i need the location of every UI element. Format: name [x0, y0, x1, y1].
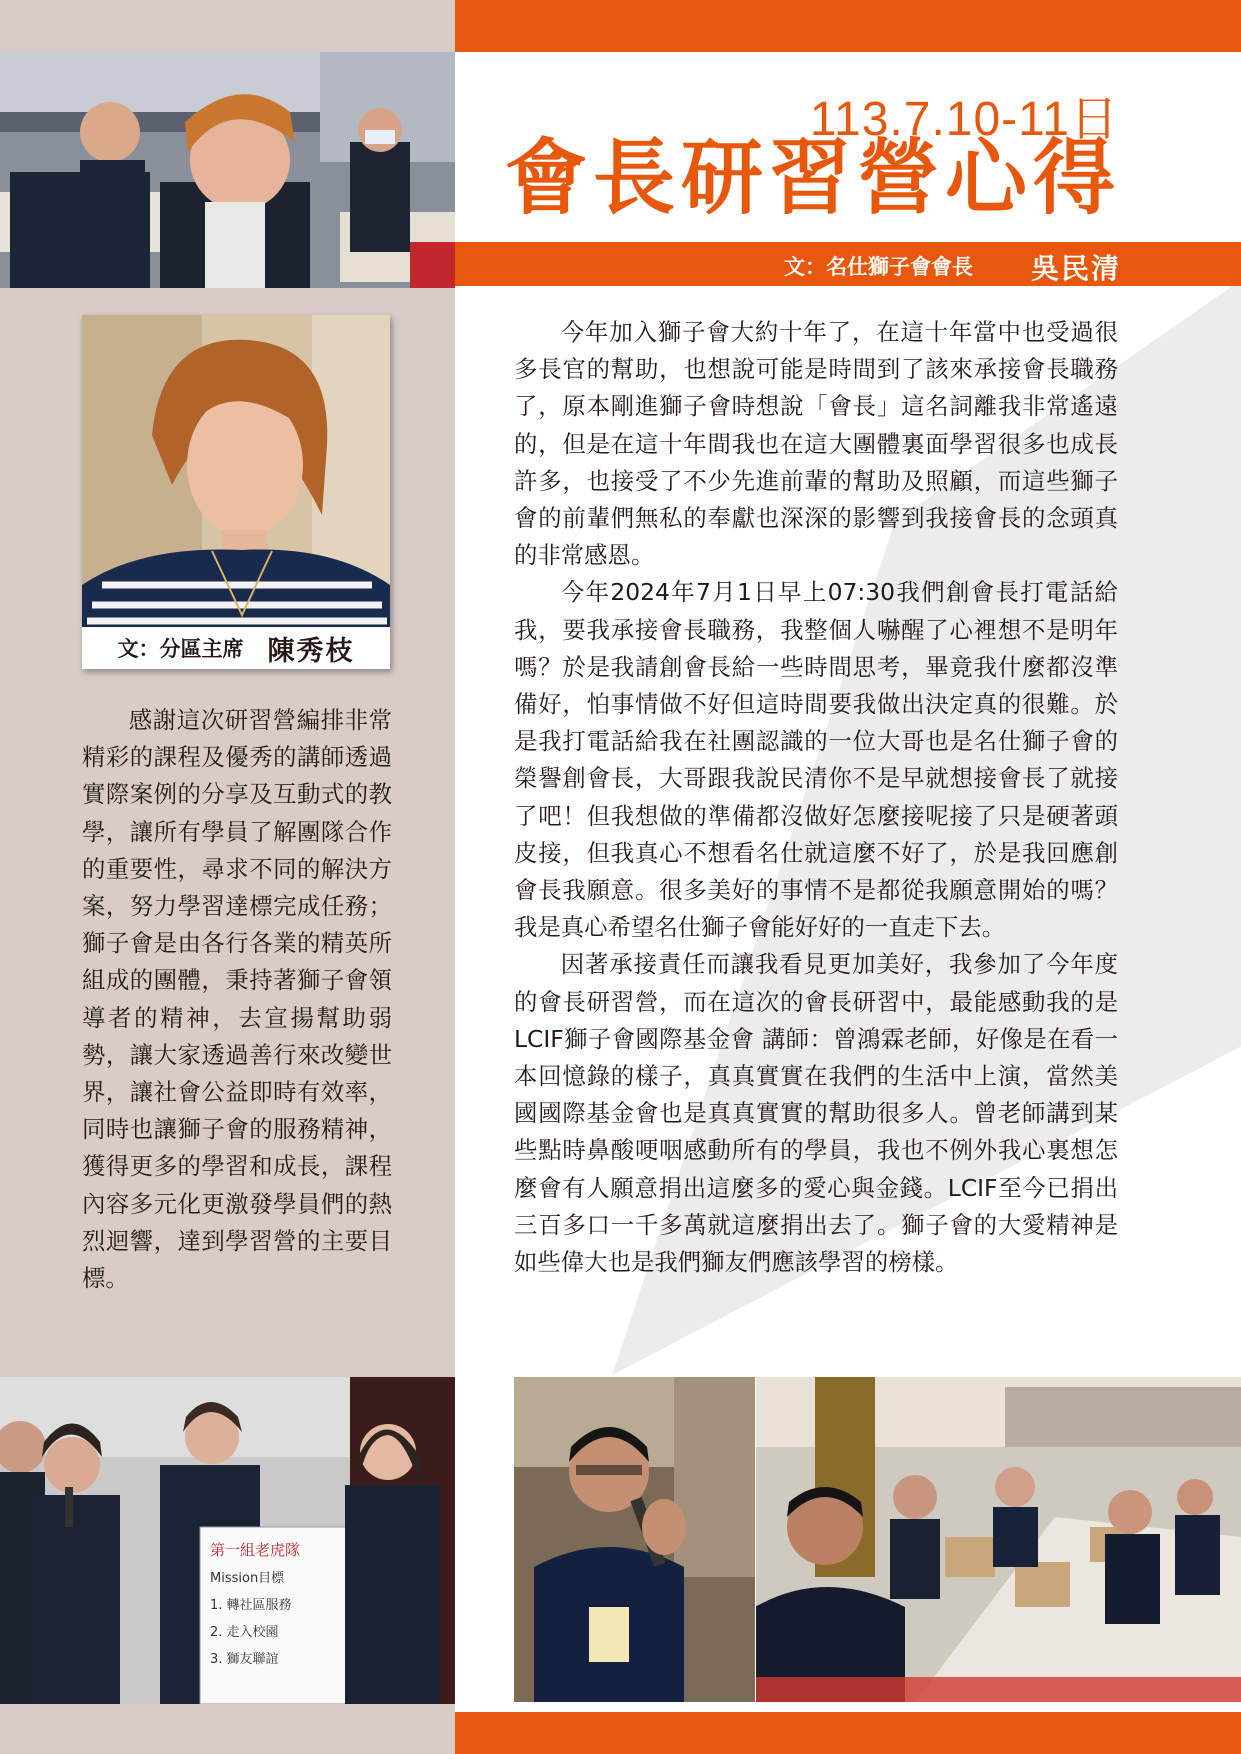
author-bar [455, 242, 1241, 286]
photo-portrait-chen [82, 315, 390, 627]
article-paragraph-1: 今年加入獅子會大約十年了，在這十年當中也受過很多長官的幫助，也想說可能是時間到了該來承接會長職務了，原本剛進獅子會時想說「會長」這名詞離我非常遙遠的，但是在這十年間我也在這大團體裏面學習很多也成長許多，也接受了不少先進前輩的幫助及照顧，而這些獅子會的前輩們無私的奉獻也深深的影響到我接會長的念頭真的非常感恩。 [514, 318, 1118, 570]
whiteboard-line-1: 第一組老虎隊 [210, 1541, 301, 1559]
sidebar-reflection-text [82, 702, 392, 1297]
caption-name: 陳秀枝 [267, 635, 355, 667]
article-body [514, 314, 1118, 1281]
photo-group-at-table [755, 1377, 1241, 1702]
bottom-accent-bar [455, 1712, 1241, 1754]
author-role: 文：名仕獅子會會長 [784, 255, 973, 279]
article-paragraph-3: 因著承接責任而讓我看見更加美好，我參加了今年度的會長研習營，而在這次的會長研習中，最能感動我的是LCIF獅子會國際基金會 講師：曾鴻霖老師，好像是在看一本回憶錄的樣子，真真實實在我們的生活中上演，當然美國國際基金會也是真真實實的幫助很多人。曾老師講到某些點時鼻酸哽咽感動所有的學員，我也不例外我心裏想怎麼會有人願意捐出這麼多的愛心與金錢。LCIF至今已捐出三百多口一千多萬就這麼捐出去了。獅子會的大愛精神是如些偉大也是我們獅友們應該學習的榜樣。 [514, 950, 1118, 1277]
page-title: 會長研習營心得 [504, 131, 1121, 226]
photo-team-presentation [0, 1377, 455, 1704]
sidebar-paragraph: 感謝這次研習營編排非常精彩的課程及優秀的講師透過實際案例的分享及互動式的教學，讓所有學員了解團隊合作的重要性，尋求不同的解決方案，努力學習達標完成任務；獅子會是由各行各業的精英所組成的團體，秉持著獅子會領導者的精神，去宣揚幫助弱勢，讓大家透過善行來改變世界，讓社會公益即時有效率，同時也讓獅子會的服務精神，獲得更多的學習和成長，課程內容多元化更激發學員們的熱烈迴響，達到學習營的主要目標。 [82, 706, 392, 1293]
photo-training-room-selfie [0, 52, 455, 288]
top-accent-bar [455, 0, 1241, 52]
photo-divider [755, 1377, 756, 1702]
article-paragraph-2: 今年2024年7月1日早上07:30我們創會長打電話給我，要我承接會長職務，我整個人嚇醒了心裡想不是明年嗎？於是我請創會長給一些時間思考，畢竟我什麼都沒準備好，怕事情做不好但這時間要我做出決定真的很難。於是我打電話給我在社團認識的一位大哥也是名仕獅子會的榮譽創會長，大哥跟我說民清你不是早就想接會長了就接了吧！但我想做的準備都沒做好怎麼接呢接了只是硬著頭皮接，但我真心不想看名仕就這麼不好了，於是我回應創會長我願意。很多美好的事情不是都從我願意開始的嗎？我是真心希望名仕獅子會能好好的一直走下去。 [514, 578, 1118, 942]
whiteboard-line-2: Mission目標 [210, 1571, 285, 1586]
whiteboard-line-5: 3. 獅友聯誼 [210, 1652, 279, 1667]
event-date: 113.7.10-11日 [809, 93, 1119, 146]
photo-speaker-with-mic [514, 1377, 755, 1702]
author-name: 吳民清 [1030, 252, 1121, 285]
bottom-left-strip [0, 1712, 455, 1754]
portrait-caption [82, 627, 390, 669]
whiteboard-line-3: 1. 轉社區服務 [210, 1598, 292, 1613]
whiteboard-line-4: 2. 走入校園 [210, 1625, 279, 1640]
caption-role: 文：分區主席 [117, 637, 244, 661]
